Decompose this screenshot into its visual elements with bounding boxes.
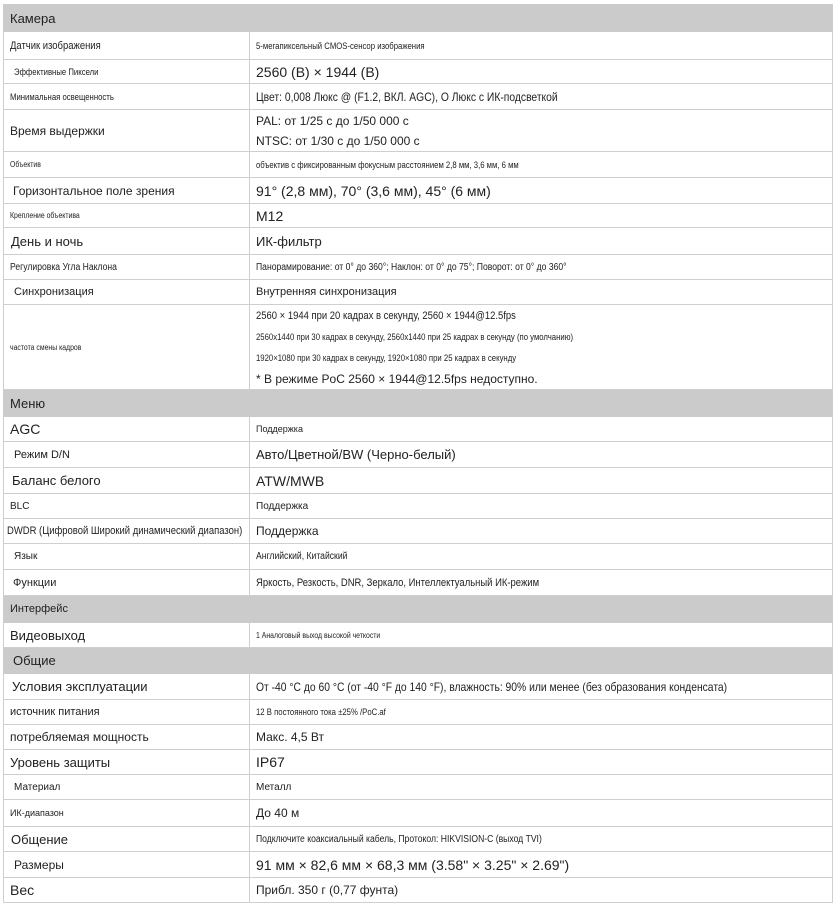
row-label: Размеры bbox=[4, 852, 250, 878]
table-row bbox=[4, 178, 833, 204]
row-value: 91 мм × 82,6 мм × 68,3 мм (3.58" × 3.25" × 2.69") bbox=[250, 852, 833, 878]
table-row bbox=[4, 494, 833, 519]
row-value: Панорамирование: от 0° до 360°; Наклон: от 0° до 75°; Поворот: от 0° до 360° bbox=[250, 255, 833, 280]
row-label: Материал bbox=[4, 775, 250, 800]
section-header-interface bbox=[4, 596, 833, 623]
row-value: ИК-фильтр bbox=[250, 228, 833, 255]
row-label: Режим D/N bbox=[4, 442, 250, 468]
value-line: 2560x1440 при 30 кадрах в секунду, 2560x1440 при 25 кадрах в секунду (по умолчанию) bbox=[256, 331, 574, 342]
value-line: PAL: от 1/25 с до 1/50 000 с bbox=[256, 113, 409, 128]
section-title: Камера bbox=[4, 5, 833, 32]
table-row bbox=[4, 674, 833, 700]
row-value: Прибл. 350 г (0,77 фунта) bbox=[250, 878, 833, 903]
row-value: Поддержка bbox=[250, 519, 833, 544]
section-title: Меню bbox=[4, 390, 833, 417]
row-value: Макс. 4,5 Вт bbox=[250, 725, 833, 750]
table-row bbox=[4, 417, 833, 442]
row-value: IP67 bbox=[250, 750, 833, 775]
row-label: Крепление объектива bbox=[4, 204, 250, 228]
row-label: Горизонтальное поле зрения bbox=[4, 178, 250, 204]
table-row bbox=[4, 60, 833, 84]
row-label: Язык bbox=[4, 544, 250, 570]
table-row bbox=[4, 442, 833, 468]
row-label: Время выдержки bbox=[4, 110, 250, 152]
table-row bbox=[4, 852, 833, 878]
row-label: BLC bbox=[4, 494, 250, 519]
table-row bbox=[4, 775, 833, 800]
row-value: 2560 (В) × 1944 (В) bbox=[250, 60, 833, 84]
row-value: 12 В постоянного тока ±25% /PoC.af bbox=[250, 700, 833, 725]
spec-table bbox=[3, 4, 833, 903]
row-label: Баланс белого bbox=[4, 468, 250, 494]
row-label: Видеовыход bbox=[4, 623, 250, 648]
table-row bbox=[4, 700, 833, 725]
row-value: Подключите коаксиальный кабель, Протокол: HIKVISION-C (выход TVI) bbox=[250, 827, 833, 852]
row-value: объектив с фиксированным фокусным расстоянием 2,8 мм, 3,6 мм, 6 мм bbox=[250, 152, 833, 178]
row-label: Эффективные Пиксели bbox=[4, 60, 250, 84]
table-row bbox=[4, 255, 833, 280]
section-header-camera bbox=[4, 5, 833, 32]
row-value bbox=[250, 110, 833, 152]
row-label: Вес bbox=[4, 878, 250, 903]
row-value: M12 bbox=[250, 204, 833, 228]
row-label: Минимальная освещенность bbox=[4, 84, 250, 110]
table-row bbox=[4, 84, 833, 110]
row-label: Синхронизация bbox=[4, 280, 250, 305]
row-value: Авто/Цветной/BW (Черно-белый) bbox=[250, 442, 833, 468]
row-label: Условия эксплуатации bbox=[4, 674, 250, 700]
table-row bbox=[4, 468, 833, 494]
row-value bbox=[250, 305, 833, 390]
row-label: потребляемая мощность bbox=[4, 725, 250, 750]
row-value: Поддержка bbox=[250, 494, 833, 519]
row-label: Уровень защиты bbox=[4, 750, 250, 775]
row-label: Общение bbox=[4, 827, 250, 852]
row-value: Поддержка bbox=[250, 417, 833, 442]
value-line: 1920×1080 при 30 кадрах в секунду, 1920×1080 при 25 кадрах в секунду bbox=[256, 352, 517, 363]
row-value: 5-мегапиксельный CMOS-сенсор изображения bbox=[250, 32, 833, 60]
row-label: источник питания bbox=[4, 700, 250, 725]
section-title: Интерфейс bbox=[4, 596, 833, 623]
row-label: ИК-диапазон bbox=[4, 800, 250, 827]
row-value: Цвет: 0,008 Люкс @ (F1.2, ВКЛ. AGC), О Люкс с ИК-подсветкой bbox=[250, 84, 833, 110]
table-row bbox=[4, 152, 833, 178]
row-label: Регулировка Угла Наклона bbox=[4, 255, 250, 280]
row-value: Английский, Китайский bbox=[250, 544, 833, 570]
table-row bbox=[4, 110, 833, 152]
row-value: Яркость, Резкость, DNR, Зеркало, Интеллектуальный ИК-режим bbox=[250, 570, 833, 596]
value-line: 2560 × 1944 при 20 кадрах в секунду, 2560 × 1944@12.5fps bbox=[256, 309, 516, 322]
row-label: DWDR (Цифровой Широкий динамический диапазон) bbox=[4, 519, 250, 544]
table-row bbox=[4, 750, 833, 775]
row-value: Внутренняя синхронизация bbox=[250, 280, 833, 305]
row-value: 1 Аналоговый выход высокой четкости bbox=[250, 623, 833, 648]
table-row bbox=[4, 280, 833, 305]
row-label: Объектив bbox=[4, 152, 250, 178]
table-row bbox=[4, 800, 833, 827]
section-header-menu bbox=[4, 390, 833, 417]
row-value: ATW/MWB bbox=[250, 468, 833, 494]
row-label: День и ночь bbox=[4, 228, 250, 255]
table-row bbox=[4, 623, 833, 648]
row-label: частота смены кадров bbox=[4, 305, 250, 390]
row-label: AGC bbox=[4, 417, 250, 442]
value-line: * В режиме PoC 2560 × 1944@12.5fps недоступно. bbox=[256, 371, 538, 386]
value-line: NTSC: от 1/30 с до 1/50 000 с bbox=[256, 133, 420, 148]
row-value: 91° (2,8 мм), 70° (3,6 мм), 45° (6 мм) bbox=[250, 178, 833, 204]
table-row bbox=[4, 519, 833, 544]
table-row bbox=[4, 544, 833, 570]
table-row bbox=[4, 32, 833, 60]
section-title: Общие bbox=[4, 648, 833, 674]
row-value: Металл bbox=[250, 775, 833, 800]
table-row bbox=[4, 228, 833, 255]
table-row bbox=[4, 827, 833, 852]
table-row bbox=[4, 204, 833, 228]
section-header-general bbox=[4, 648, 833, 674]
table-row bbox=[4, 725, 833, 750]
table-row bbox=[4, 305, 833, 390]
row-value: От -40 °C до 60 °C (от -40 °F до 140 °F), влажность: 90% или менее (без образования конденсата) bbox=[250, 674, 833, 700]
row-label: Функции bbox=[4, 570, 250, 596]
row-value: До 40 м bbox=[250, 800, 833, 827]
table-row bbox=[4, 878, 833, 903]
table-row bbox=[4, 570, 833, 596]
row-label: Датчик изображения bbox=[4, 32, 250, 60]
